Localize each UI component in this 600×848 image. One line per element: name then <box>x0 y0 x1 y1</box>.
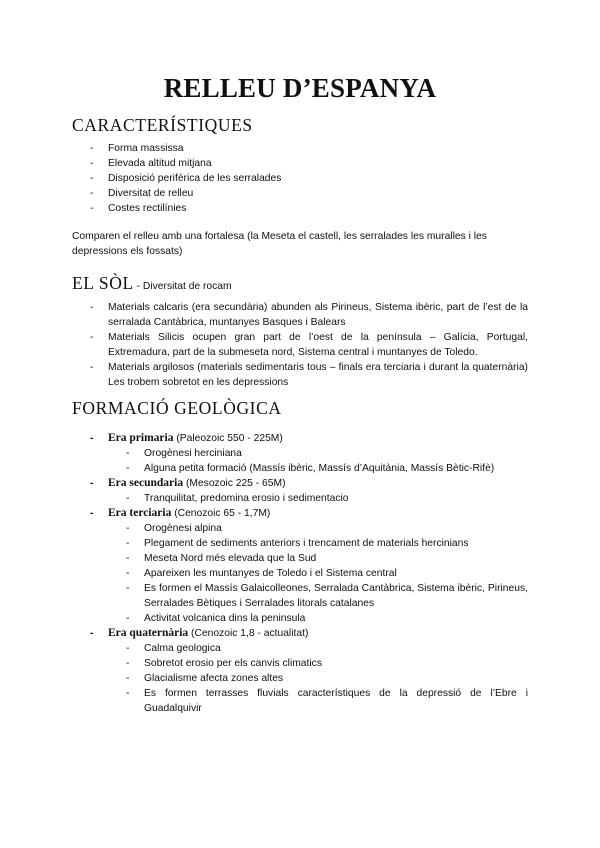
section-heading-caracteristiques: CARACTERÍSTIQUES <box>72 115 253 135</box>
section-caracteristiques <box>72 115 528 216</box>
page-title: RELLEU D’ESPANYA <box>163 73 437 103</box>
section-formacio <box>72 398 528 716</box>
era-item-terciaria <box>72 506 528 626</box>
era-period: (Cenozoic 65 - 1,7M) <box>171 508 271 519</box>
list-item: - Es formen el Massís Galaicolleones, Serralada Cantàbrica, Sistema ibèric, Pirineus, Serralades Bètiques i Serralades litorals catalanes <box>72 581 528 611</box>
intro-paragraph-block <box>72 229 528 259</box>
list-item: - Forma massissa <box>72 141 528 156</box>
list-item: - Costes rectilínies <box>72 201 528 216</box>
list-item: - Apareixen les muntanyes de Toledo i el Sistema central <box>72 566 528 581</box>
era-name: Era terciaria <box>108 507 172 519</box>
era-item-quaternaria <box>72 626 528 716</box>
list-item: - Es formen terrasses fluvials característiques de la depressió de l’Ebre i Guadalquivir <box>72 686 528 716</box>
list-item: - Calma geologica <box>72 641 528 656</box>
eras-list <box>72 431 528 716</box>
era-name: Era primaria <box>108 432 174 444</box>
era-sublist <box>72 491 528 506</box>
list-item: - Alguna petita formació (Massís ibèric, Massís d’Aquitània, Massís Bètic-Rifè) <box>72 461 528 476</box>
list-item: - Elevada altitud mitjana <box>72 156 528 171</box>
list-item: - Diversitat de relleu <box>72 186 528 201</box>
list-item: - Materials argilosos (materials sedimentaris tous – finals era terciaria i durant la quaternària) Les trobem sobretot en les depressions <box>72 360 528 390</box>
era-sublist <box>72 446 528 476</box>
list-item: - Materials calcaris (era secundària) abunden als Pirineus, Sistema ibèric, part de l’est de la serralada Cantàbrica, muntanyes Basques i Balears <box>72 300 528 330</box>
intro-paragraph: Comparen el relleu amb una fortalesa (la Meseta el castell, les serralades les muralles i les depressions els fossats) <box>72 231 487 257</box>
list-item: - Materials Silicis ocupen gran part de l’oest de la península – Galícia, Portugal, Extremadura, part de la submeseta nord, Sistema central i muntanyes de Toledo. <box>72 330 528 360</box>
section-heading-sol <box>72 273 528 297</box>
era-sublist <box>72 521 528 626</box>
era-period: (Cenozoic 1,8 - actualitat) <box>188 628 309 639</box>
section-sol <box>72 273 528 390</box>
era-name: Era quaternària <box>108 627 189 639</box>
era-period: (Paleozoic 550 - 225M) <box>173 433 283 444</box>
sol-subtitle: - Diversitat de rocam <box>133 281 232 292</box>
caracteristiques-list <box>72 141 528 216</box>
sol-list <box>72 300 528 390</box>
era-sublist <box>72 641 528 716</box>
list-item: - Activitat volcanica dins la peninsula <box>72 611 528 626</box>
list-item: - Glacialisme afecta zones altes <box>72 671 528 686</box>
section-heading-formacio: FORMACIÓ GEOLÒGICA <box>72 398 282 418</box>
era-item-secundaria <box>72 476 528 506</box>
list-item: - Orogènesi alpina <box>72 521 528 536</box>
era-period: (Mesozoic 225 - 65M) <box>183 478 286 489</box>
sol-heading-text: EL SÒL <box>72 273 134 293</box>
list-item: - Tranquilitat, predomina erosio i sedimentacio <box>72 491 528 506</box>
list-item: - Plegament de sediments anteriors i trencament de materials hercinians <box>72 536 528 551</box>
list-item: - Meseta Nord més elevada que la Sud <box>72 551 528 566</box>
era-item-primaria <box>72 431 528 476</box>
list-item: - Orogènesi herciniana <box>72 446 528 461</box>
era-name: Era secundaria <box>108 477 184 489</box>
list-item: - Sobretot erosio per els canvis climatics <box>72 656 528 671</box>
list-item: - Disposició perifèrica de les serralades <box>72 171 528 186</box>
